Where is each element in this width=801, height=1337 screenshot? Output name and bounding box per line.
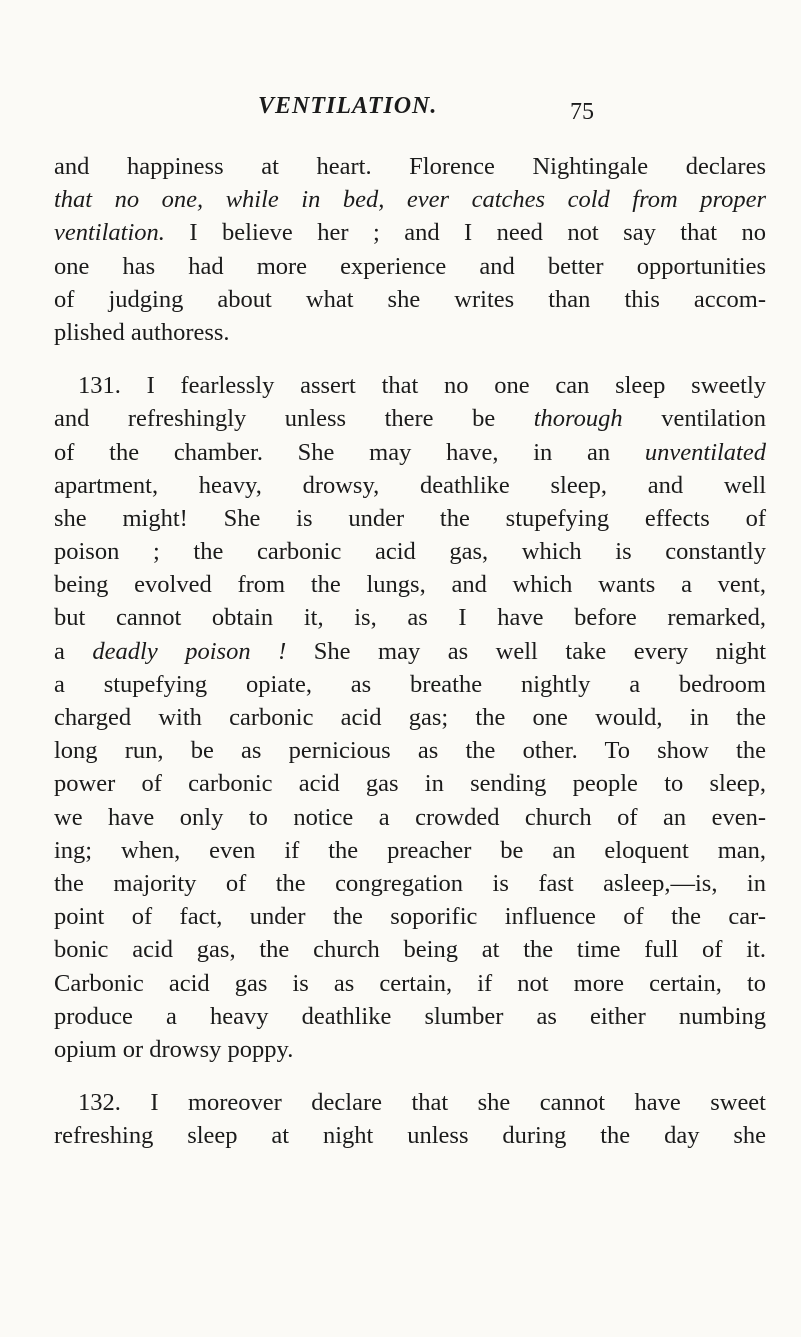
text-line xyxy=(54,150,766,183)
text-segment: one has had more experience and better opportunities xyxy=(54,252,766,280)
text-line xyxy=(54,502,766,535)
text-line xyxy=(54,967,766,1000)
text-line xyxy=(54,834,766,867)
text-segment: ing; when, even if the preacher be an eloquent man, xyxy=(54,836,766,864)
paragraph xyxy=(54,369,766,1066)
italic-text: that no one, while in bed, ever catches cold from proper xyxy=(54,186,766,214)
text-segment: I believe her ; and I need not say that no xyxy=(164,219,766,247)
text-line xyxy=(54,767,766,800)
text-segment: charged with carbonic acid gas; the one would, in the xyxy=(54,704,766,731)
text-segment: a stupefying opiate, as breathe nightly a bedroom xyxy=(54,670,766,698)
text-line xyxy=(54,469,766,502)
text-segment: poison ; the carbonic acid gas, which is constantly xyxy=(54,538,766,566)
text-segment: ventilation xyxy=(622,405,766,433)
text-segment: the majority of the congregation is fast asleep,—is, in xyxy=(54,869,766,897)
text-segment: bonic acid gas, the church being at the time full of it. xyxy=(54,936,766,964)
text-segment: of the chamber. She may have, in an xyxy=(54,438,645,466)
text-line xyxy=(54,1033,766,1066)
paragraph-gap xyxy=(54,349,766,369)
text-segment: plished authoress. xyxy=(54,318,230,346)
text-line xyxy=(54,316,766,349)
text-segment: we have only to notice a crowded church of an even- xyxy=(54,803,766,831)
text-line xyxy=(54,402,766,435)
italic-text: thorough xyxy=(533,405,623,433)
running-title: VENTILATION. xyxy=(258,93,438,119)
page-number: 75 xyxy=(570,99,594,125)
text-line xyxy=(54,1119,766,1152)
text-segment: opium or drowsy poppy. xyxy=(54,1035,294,1063)
text-line xyxy=(54,250,766,283)
italic-text: ventilation. xyxy=(54,219,165,247)
text-segment: She may as well take every night xyxy=(286,637,767,665)
text-line xyxy=(54,668,766,701)
text-segment: and happiness at heart. Florence Nightingale declares xyxy=(54,153,766,180)
text-line xyxy=(54,601,766,634)
text-line xyxy=(54,635,766,668)
text-segment: 132. I moreover declare that she cannot have sweet xyxy=(78,1089,766,1117)
text-segment: Carbonic acid gas is as certain, if not more certain, to xyxy=(54,969,766,997)
text-segment: long run, be as pernicious as the other. To show the xyxy=(54,737,766,765)
text-line xyxy=(54,867,766,900)
text-segment: refreshing sleep at night unless during the day she xyxy=(54,1122,766,1150)
text-line xyxy=(54,701,766,734)
text-line xyxy=(54,933,766,966)
text-segment: but cannot obtain it, is, as I have before remarked, xyxy=(54,604,766,632)
text-line xyxy=(54,216,766,249)
text-segment: being evolved from the lungs, and which wants a vent, xyxy=(54,571,766,599)
italic-text: unventilated xyxy=(644,438,766,466)
body-text xyxy=(54,150,766,1152)
text-segment: and refreshingly unless there be xyxy=(54,405,534,433)
text-segment: produce a heavy deathlike slumber as either numbing xyxy=(54,1002,766,1030)
text-line xyxy=(54,369,766,402)
text-line xyxy=(54,900,766,933)
text-line xyxy=(54,734,766,767)
text-line xyxy=(54,283,766,316)
paragraph xyxy=(54,1086,766,1152)
text-segment: apartment, heavy, drowsy, deathlike sleep, and well xyxy=(54,471,766,499)
text-segment: 131. I fearlessly assert that no one can sleep sweetly xyxy=(78,372,766,400)
text-line xyxy=(54,535,766,568)
paragraph xyxy=(54,150,766,349)
text-segment: power of carbonic acid gas in sending people to sleep, xyxy=(54,770,766,798)
running-head xyxy=(0,92,801,132)
text-segment: she might! She is under the stupefying effects of xyxy=(54,504,766,532)
paragraph-gap xyxy=(54,1066,766,1086)
italic-text: deadly poison ! xyxy=(92,637,287,665)
text-line xyxy=(54,1086,766,1119)
text-line xyxy=(54,1000,766,1033)
text-segment: of judging about what she writes than this accom- xyxy=(54,285,766,313)
text-line xyxy=(54,568,766,601)
text-line xyxy=(54,183,766,216)
text-segment: a xyxy=(54,637,93,665)
text-line xyxy=(54,801,766,834)
text-segment: point of fact, under the soporific influence of the car- xyxy=(54,903,766,931)
text-line xyxy=(54,436,766,469)
